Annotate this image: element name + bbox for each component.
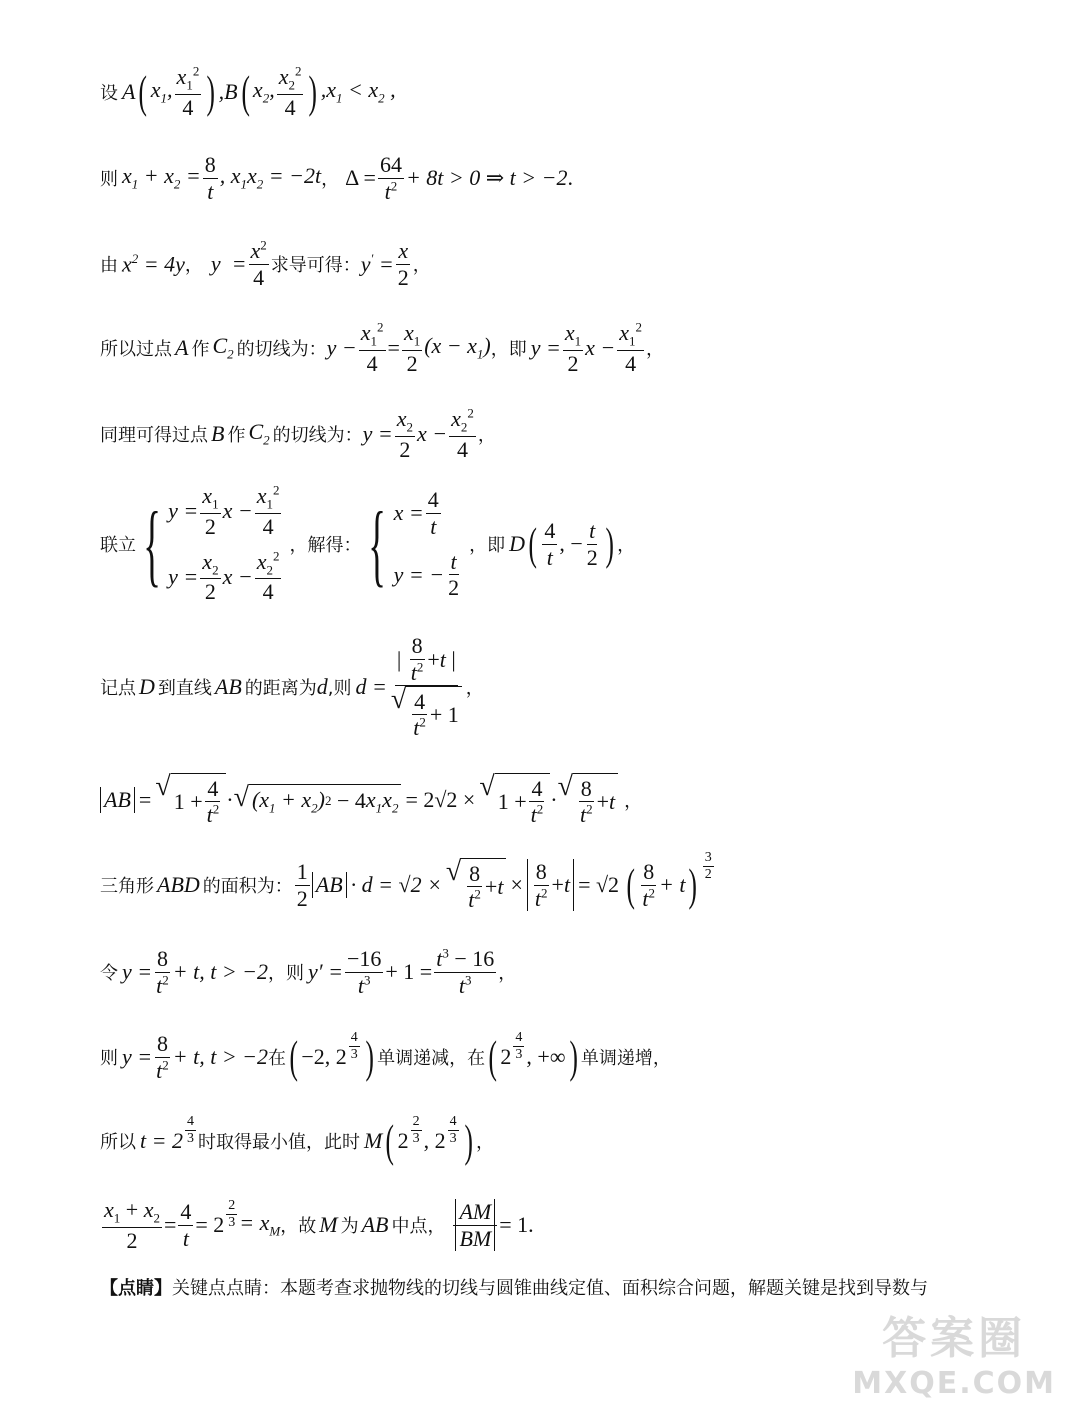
paren: ) [308,66,318,117]
text: 时取得最小值，此时 [197,1132,360,1153]
math: = 2√2 × [405,787,476,812]
math-frac: $\frac{64}{t^2}$ [379,152,402,204]
math-frac: $\frac{x_1^2}{4}$ [619,319,643,376]
math: , − [559,531,583,556]
text: 由 [100,255,118,276]
math: = 2 [195,1212,225,1237]
text: ，故 [280,1216,317,1237]
math: D [509,531,525,556]
math: AB [312,872,347,898]
brace: { [368,493,387,595]
math: + t, t > −2 [172,1044,269,1069]
paren: ( [241,66,250,117]
math-frac: $\frac{4}{3}$ [186,1114,194,1147]
math: $x_2$, [252,77,275,106]
paren: ) [688,859,698,910]
math: y = [122,959,153,984]
math: y = [122,1044,153,1069]
watermark-title: 答案圈 [882,1313,1027,1364]
text: ， [412,255,431,276]
text: ， [475,1132,494,1153]
math-sqrt: √ $\frac{8}{t^2}$ + t [558,773,619,828]
text: 同理可得过点 [100,425,208,446]
paren: ) [464,1115,473,1166]
math: = [387,335,400,360]
paren: ( [488,1031,497,1082]
math-frac: $\frac{-16}{t^3}$ [346,946,382,998]
math: · [226,787,234,812]
text: 单调递减，在 [377,1048,486,1069]
math: y′ = [308,959,343,984]
math: $x_1 + x_2$ = [122,163,201,192]
math-frac: $\frac{8}{t^2}$ [156,946,169,998]
math-frac: $\frac{8}{t^2}$ [642,859,655,911]
math-sqrt: √ 1 + $\frac{4}{t^2}$ [479,773,550,828]
math-frac: $\frac{8}{t}$ [204,152,216,204]
math: + t [659,872,686,897]
math-frac: $\frac{4}{3}$ [515,1030,523,1063]
paren: ( [626,859,635,910]
math-frac: $\frac{AM}{BM}$ [453,1199,497,1251]
math: D [139,674,155,699]
equation-system: { y = $\frac{x_1}{2}$ x − $\frac{x_1^2}{4}$ y = $\frac{x_2}{2}$ x − $\frac{x_2^2}{4}$ [143,483,280,605]
text: ，即 [490,339,527,360]
line-set-points [100,62,396,122]
math-frac: $\frac{4}{3}$ [449,1114,457,1147]
math-frac: $\frac{2}{3}$ [412,1114,420,1147]
text: ，则 [268,963,305,984]
line-vieta [100,148,573,208]
text: ， [617,535,636,556]
math: = $x_M$ [239,1210,281,1239]
text: 设 [100,83,118,104]
math: , 2 [423,1128,446,1153]
comment-label: 【点睛】 [100,1278,172,1299]
text: ， [465,678,484,699]
watermark-url: MXQE.COM [852,1366,1056,1401]
math: 2 [397,1128,409,1153]
math: y′ = [360,250,394,277]
text: 作 [227,425,246,446]
text: . [567,165,573,190]
text: 的切线为： [236,339,327,360]
math: + t, t > −2 [172,959,269,984]
paren: ) [206,66,216,117]
math: $C_2$ [248,419,270,448]
math: = [138,787,152,812]
math-sqrt: √ $\frac{8}{t^2}$ + t [446,858,507,913]
math-frac: $\frac{t^3 - 16}{t^3}$ [436,945,495,998]
math: = √2 [578,872,620,897]
math: · [550,787,558,812]
text: . [528,1212,534,1237]
math: , $x_1x_2 = -2t$ [219,163,322,192]
math: = 1 [499,1212,529,1237]
math-frac: $\frac{4}{t}$ [544,518,556,570]
paren: ( [385,1115,395,1166]
line-tangent-a [100,318,664,378]
math: $(x - x_1)$ [424,333,491,362]
math-frac: $\frac{t}{2}$ [586,518,598,570]
math: AB [214,674,242,699]
math: y = [362,421,393,446]
math: $x^2 = 4y$ [122,250,185,277]
paren: ) [568,1031,578,1082]
text: 的面积为： [202,876,293,897]
math: ABD [157,872,200,897]
math: d = [355,674,387,699]
math-frac: $\frac{x}{2}$ [397,238,409,290]
text: 为 [340,1216,359,1237]
text: 单调递增， [580,1048,671,1069]
text: 则 [100,169,118,190]
text: 则 [100,1048,118,1069]
math: , +∞ [526,1044,566,1069]
math: d [316,674,328,699]
text: 记点 [100,678,136,699]
text: 的距离为 [244,678,317,699]
math: ,B [218,79,238,104]
math-frac: $\frac{x_1}{2}$ [564,320,582,376]
line-monotonic [100,1024,671,1090]
math: A [122,79,136,104]
line-area [100,850,716,920]
text: ， [624,791,643,812]
math: M [319,1212,338,1237]
paren: ) [365,1031,374,1082]
text: ， [498,963,517,984]
text: ,则 [327,678,352,699]
math-frac: $\frac{x_1}{2}$ [403,320,421,376]
paren: ( [289,1031,298,1082]
text: ， [184,255,203,276]
line-distance [100,632,484,742]
brace: { [143,493,161,595]
paren: ) [605,518,614,569]
text: ， [321,169,340,190]
math-frac: $\frac{x_2^2}{4}$ [451,405,474,462]
line-tangent-b [100,404,496,464]
math-frac: $\frac{x_1^2}{4}$ [360,319,384,376]
math-frac: $\frac{8}{t^2}$ [156,1031,169,1083]
math-sqrt: √ $(x_1 + x_2)$ 2 − 4 $x_1x_2$ [234,784,402,816]
math: + 8t > 0 ⇒ t > −2 [405,165,568,190]
math: A [175,335,189,360]
math: $,x_1 < x_2$ , [320,77,396,106]
text: 的切线为： [272,425,363,446]
math: = [163,1212,177,1237]
math-sqrt: √ 1 + $\frac{4}{t^2}$ [155,773,226,828]
line-midpoint [100,1192,534,1258]
math: · d = √2 × [350,872,442,897]
math: $x_1$, [150,77,173,106]
paren: ( [138,66,148,117]
paren: ( [528,518,537,569]
math: $C_2$ [212,333,234,362]
math: x − [417,421,448,446]
text: 中点， [391,1216,446,1237]
line-system [100,484,635,604]
math-frac: $\frac{x_2^2}{4}$ [278,63,302,120]
math: y = [210,251,247,276]
math-frac: $\frac{2}{3}$ [228,1198,236,1231]
text: 到直线 [157,678,212,699]
math-frac: $\frac{4}{t}$ [180,1199,192,1251]
math-frac: $\frac{3}{2}$ [704,850,712,883]
comment-text: 关键点点睛：本题考查求抛物线的切线与圆锥曲线定值、面积综合问题，解题关键是找到导数与 [172,1278,928,1299]
text: 联立 [100,535,136,556]
math: 2 [500,1044,512,1069]
math: y − [326,335,357,360]
math-frac: $\frac{x_2}{2}$ [396,406,414,462]
text: ， [646,339,665,360]
math: x − [585,335,616,360]
text: ，即 [469,535,506,556]
math-frac: $\frac{1}{2}$ [296,859,308,911]
line-derivative [100,234,431,294]
math: −2, 2 [301,1044,347,1069]
math: + 1 = [385,959,433,984]
math: B [211,421,225,446]
text: 作 [191,339,210,360]
text: 在 [268,1048,287,1069]
math: y = [530,335,561,360]
math-frac: $\frac{x_1 + x_2}{2}$ [104,1197,160,1253]
text: 三角形 [100,876,154,897]
math: M [363,1128,383,1153]
line-ab-length [100,768,642,832]
math: AB [361,1212,389,1237]
text: ， [477,425,496,446]
math-frac: $\frac{x_1^2}{4}$ [176,63,200,120]
text: ，解得： [289,535,362,556]
comment-line [100,1272,928,1302]
math-frac: $\frac{x^2}{4}$ [250,237,267,290]
math: $\frac{8}{t^2}$ + t [527,859,574,911]
math-frac: | $\frac{8}{t^2}$ + t | √ $\frac{4}{t^2}$ + 1 [389,633,464,740]
watermark-logo [852,1302,1056,1401]
line-minimum [100,1108,494,1174]
text: 求导可得： [270,255,361,276]
text: 所以 [100,1132,136,1153]
math: AB [100,787,135,813]
math: Δ = [345,165,376,190]
solution-system: { x = $\frac{4}{t}$ y = − $\frac{t}{2}$ [368,487,460,601]
math: × [510,872,523,897]
math-frac: $\frac{4}{3}$ [350,1030,358,1063]
math: t = 2 [140,1128,183,1153]
text: 令 [100,963,118,984]
line-let-y [100,942,516,1002]
text: 所以过点 [100,339,172,360]
